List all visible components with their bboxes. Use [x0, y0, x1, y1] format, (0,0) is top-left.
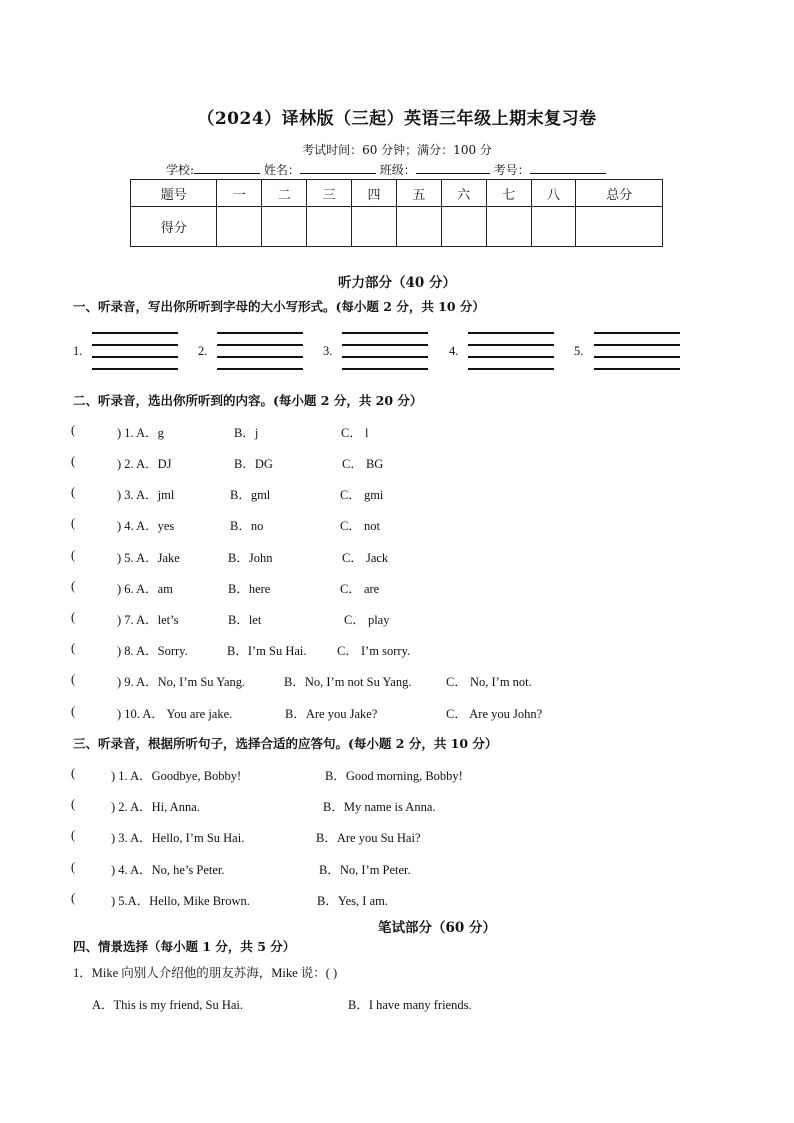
- exam-no-label: 考号：: [493, 163, 530, 177]
- option-c: C． BG: [342, 457, 384, 471]
- option-c: C． Jack: [342, 551, 389, 565]
- option-c: C． I’m sorry.: [337, 644, 411, 658]
- writing-line[interactable]: [92, 368, 178, 370]
- score-cell[interactable]: [576, 207, 663, 247]
- answer-paren[interactable]: (: [71, 828, 76, 842]
- score-cell[interactable]: [396, 207, 441, 247]
- answer-paren[interactable]: (: [71, 704, 76, 718]
- header-cell: 二: [262, 180, 307, 207]
- option-c: C． No, I’m not.: [446, 675, 532, 689]
- question-text: ) 4. A．yes: [117, 519, 175, 533]
- option-b: B．Good morning, Bobby!: [325, 769, 463, 783]
- answer-paren[interactable]: (: [71, 548, 76, 562]
- question-row: [71, 766, 463, 783]
- option-b: B．gml: [230, 488, 271, 502]
- writing-line[interactable]: [217, 368, 303, 370]
- writing-line[interactable]: [342, 332, 428, 334]
- answer-paren[interactable]: (: [71, 423, 76, 437]
- listening-part-heading: 听力部分（40 分）: [338, 275, 456, 291]
- answer-paren[interactable]: (: [71, 579, 76, 593]
- score-cell[interactable]: [352, 207, 397, 247]
- writing-line[interactable]: [92, 356, 178, 358]
- question-row: [71, 485, 384, 502]
- score-cell[interactable]: [307, 207, 352, 247]
- writing-line[interactable]: [342, 368, 428, 370]
- writing-line[interactable]: [92, 344, 178, 346]
- header-cell: 总分: [576, 180, 663, 207]
- question-text: ) 3. A．jml: [117, 488, 175, 502]
- answer-paren[interactable]: (: [71, 485, 76, 499]
- option-b: B．DG: [234, 457, 273, 471]
- written-part-heading: 笔试部分（60 分）: [378, 920, 496, 936]
- option-b: B．My name is Anna.: [323, 800, 436, 814]
- writing-line[interactable]: [594, 344, 680, 346]
- option-b: B．John: [228, 551, 273, 565]
- writing-line[interactable]: [468, 344, 554, 346]
- option-c: C． l: [341, 426, 369, 440]
- question-text: ) 9. A．No, I’m Su Yang.: [117, 675, 246, 689]
- name-field[interactable]: [300, 161, 376, 174]
- score-cell[interactable]: [217, 207, 262, 247]
- writing-line[interactable]: [217, 332, 303, 334]
- option-b: B．Yes, I am.: [317, 894, 388, 908]
- score-row-label: 得分: [131, 207, 217, 247]
- section2-title: 二、听录音，选出你所听到的内容。(每小题 2 分，共 20 分）: [73, 393, 423, 408]
- writing-line[interactable]: [594, 368, 680, 370]
- writing-line[interactable]: [594, 332, 680, 334]
- page-title: （2024）译林版（三起）英语三年级上期末复习卷: [197, 109, 597, 129]
- header-cell: 三: [307, 180, 352, 207]
- writing-line[interactable]: [468, 356, 554, 358]
- option-b: B．here: [228, 582, 271, 596]
- question-text: ) 10. A． You are jake.: [117, 707, 233, 721]
- question-row: [71, 704, 543, 721]
- header-cell: 七: [486, 180, 531, 207]
- q1-item-number: 2.: [198, 344, 208, 358]
- question-row: [71, 610, 390, 627]
- question-text: ) 7. A．let’s: [117, 613, 179, 627]
- answer-paren[interactable]: (: [71, 610, 76, 624]
- score-table: [130, 179, 663, 247]
- name-label: 姓名：: [263, 163, 300, 177]
- question-row: [71, 828, 421, 845]
- writing-line[interactable]: [342, 356, 428, 358]
- option-c: C． are: [340, 582, 380, 596]
- answer-paren[interactable]: (: [71, 766, 76, 780]
- header-cell: 八: [531, 180, 576, 207]
- header-cell: 六: [441, 180, 486, 207]
- question-row: [71, 579, 380, 596]
- option-b: B．No, I’m not Su Yang.: [284, 675, 412, 689]
- score-cell[interactable]: [531, 207, 576, 247]
- question-row: [71, 641, 411, 658]
- option-b: B．Are you Su Hai?: [316, 831, 421, 845]
- question-text: ) 4. A．No, he’s Peter.: [111, 863, 225, 877]
- score-cell[interactable]: [486, 207, 531, 247]
- answer-paren[interactable]: (: [71, 797, 76, 811]
- option-b: B．j: [234, 426, 259, 440]
- question-row: [71, 860, 411, 877]
- exam-info: 考试时间：60 分钟；满分：100 分: [302, 143, 492, 157]
- writing-line[interactable]: [468, 332, 554, 334]
- answer-paren[interactable]: (: [71, 454, 76, 468]
- answer-paren[interactable]: (: [71, 860, 76, 874]
- option-b: B．let: [228, 613, 262, 627]
- q1-item-number: 4.: [449, 344, 459, 358]
- question-text: ) 2. A．Hi, Anna.: [111, 800, 200, 814]
- section4-q1-option-a: A．This is my friend, Su Hai.: [92, 998, 244, 1012]
- writing-line[interactable]: [342, 344, 428, 346]
- option-c: C． not: [340, 519, 380, 533]
- section4-q1-option-b: B．I have many friends.: [348, 998, 472, 1012]
- header-cell: 四: [352, 180, 397, 207]
- section1-title: 一、听录音，写出你所听到字母的大小写形式。(每小题 2 分，共 10 分）: [73, 299, 485, 314]
- exam-no-field[interactable]: [530, 161, 606, 174]
- section3-title: 三、听录音，根据所听句子，选择合适的应答句。(每小题 2 分，共 10 分）: [73, 736, 498, 751]
- school-label: 学校:: [166, 163, 195, 177]
- option-b: B．Are you Jake?: [285, 707, 378, 721]
- answer-paren[interactable]: (: [71, 641, 76, 655]
- question-row: [71, 423, 369, 440]
- school-field[interactable]: [194, 161, 260, 174]
- writing-line[interactable]: [217, 356, 303, 358]
- option-c: C． Are you John?: [446, 707, 543, 721]
- q1-item-number: 1.: [73, 344, 83, 358]
- writing-line[interactable]: [217, 344, 303, 346]
- score-cell[interactable]: [262, 207, 307, 247]
- option-c: C． gmi: [340, 488, 384, 502]
- answer-paren[interactable]: (: [71, 516, 76, 530]
- question-row: [71, 672, 532, 689]
- question-row: [71, 516, 380, 533]
- question-text: ) 1. A．Goodbye, Bobby!: [111, 769, 242, 783]
- score-table-header-row: [131, 180, 663, 207]
- q1-item-number: 3.: [323, 344, 333, 358]
- answer-paren[interactable]: (: [71, 672, 76, 686]
- header-cell: 五: [396, 180, 441, 207]
- option-b: B．No, I’m Peter.: [319, 863, 411, 877]
- option-c: C． play: [344, 613, 390, 627]
- header-cell: 题号: [131, 180, 217, 207]
- score-cell[interactable]: [441, 207, 486, 247]
- score-table-score-row: [131, 207, 663, 247]
- question-text: ) 5.A．Hello, Mike Brown.: [111, 894, 250, 908]
- section4-title: 四、情景选择（每小题 1 分，共 5 分）: [73, 939, 296, 954]
- writing-line[interactable]: [468, 368, 554, 370]
- question-text: ) 6. A．am: [117, 582, 173, 596]
- question-text: ) 1. A．g: [117, 426, 164, 440]
- question-row: [71, 548, 389, 565]
- class-label: 班级：: [379, 163, 416, 177]
- question-text: ) 2. A．DJ: [117, 457, 172, 471]
- student-info-line: [166, 161, 606, 178]
- option-b: B．I’m Su Hai.: [227, 644, 307, 658]
- class-field[interactable]: [416, 161, 490, 174]
- option-b: B．no: [230, 519, 264, 533]
- question-row: [71, 797, 436, 814]
- section4-question-1: 1．Mike 向别人介绍他的朋友苏海，Mike 说：( ): [73, 966, 338, 980]
- header-cell: 一: [217, 180, 262, 207]
- writing-line[interactable]: [92, 332, 178, 334]
- q1-item-number: 5.: [574, 344, 584, 358]
- answer-paren[interactable]: (: [71, 891, 76, 905]
- writing-line[interactable]: [594, 356, 680, 358]
- question-row: [71, 454, 384, 471]
- question-text: ) 3. A．Hello, I’m Su Hai.: [111, 831, 245, 845]
- question-text: ) 5. A．Jake: [117, 551, 180, 565]
- question-text: ) 8. A．Sorry.: [117, 644, 188, 658]
- question-row: [71, 891, 388, 908]
